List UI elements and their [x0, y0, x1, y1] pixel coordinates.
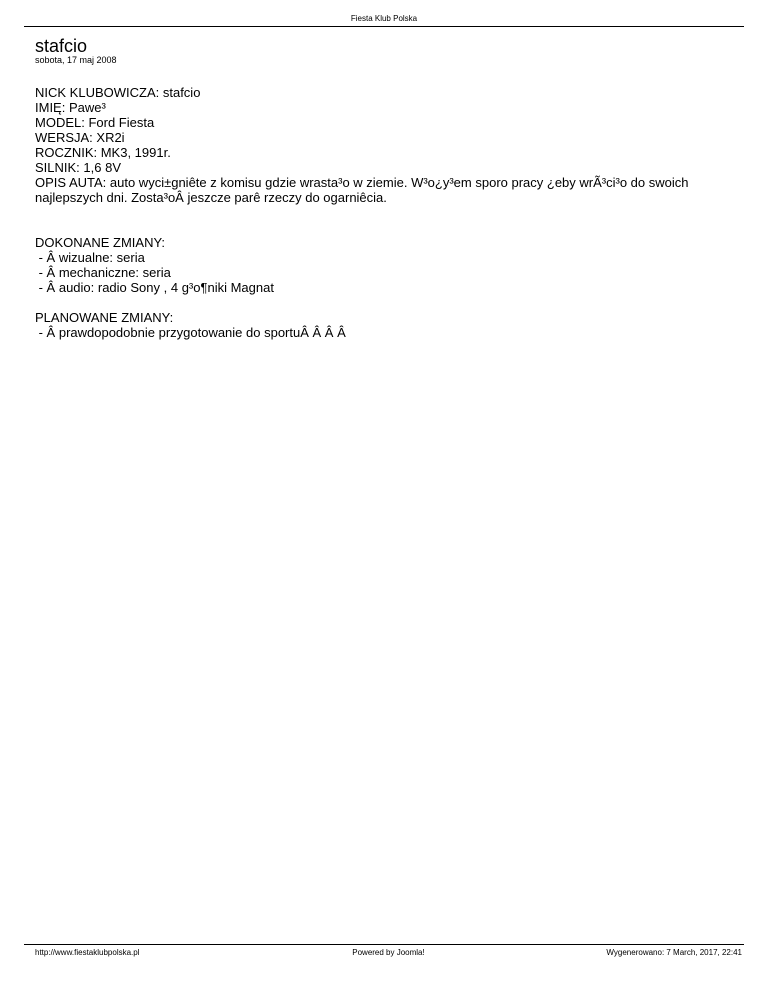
site-header: Fiesta Klub Polska [350, 14, 418, 23]
field-name: IMIĘ: Pawe³ [35, 100, 106, 115]
article-title: stafcio [35, 36, 88, 56]
spacer [35, 295, 725, 310]
changes-done-item: - Â mechaniczne: seria [35, 265, 171, 280]
field-year: ROCZNIK: MK3, 1991r. [35, 145, 171, 160]
field-description: OPIS AUTA: auto wyci±gniête z komisu gdzie wrasta³o w ziemie. W³o¿y³em sporo pracy ¿eby wrÃ³ci³o do swoich najlepszych dni. Zosta³oÂ jeszcze parê rzeczy do ogarniêcia. [35, 175, 689, 205]
field-model: MODEL: Ford Fiesta [35, 115, 155, 130]
page-footer [35, 948, 742, 958]
spacer [35, 205, 725, 235]
article-date: sobota, 17 maj 2008 [35, 55, 117, 65]
footer-divider [24, 944, 744, 945]
field-engine: SILNIK: 1,6 8V [35, 160, 121, 175]
changes-done-heading: DOKONANE ZMIANY: [35, 235, 166, 250]
changes-done-item: - Â audio: radio Sony , 4 g³o¶niki Magnat [35, 280, 274, 295]
footer-generated: Wygenerowano: 7 March, 2017, 22:41 [606, 948, 742, 957]
changes-planned-item: - Â prawdopodobnie przygotowanie do sportuÂ Â Â Â [35, 325, 346, 340]
changes-done-item: - Â wizualne: seria [35, 250, 145, 265]
field-version: WERSJA: XR2i [35, 130, 125, 145]
footer-url: http://www.fiestaklubpolska.pl [35, 948, 140, 957]
field-nick: NICK KLUBOWICZA: stafcio [35, 85, 201, 100]
changes-planned-heading: PLANOWANE ZMIANY: [35, 310, 174, 325]
footer-powered: Powered by Joomla! [352, 948, 425, 957]
article-body [35, 85, 725, 340]
header-divider [24, 26, 744, 27]
